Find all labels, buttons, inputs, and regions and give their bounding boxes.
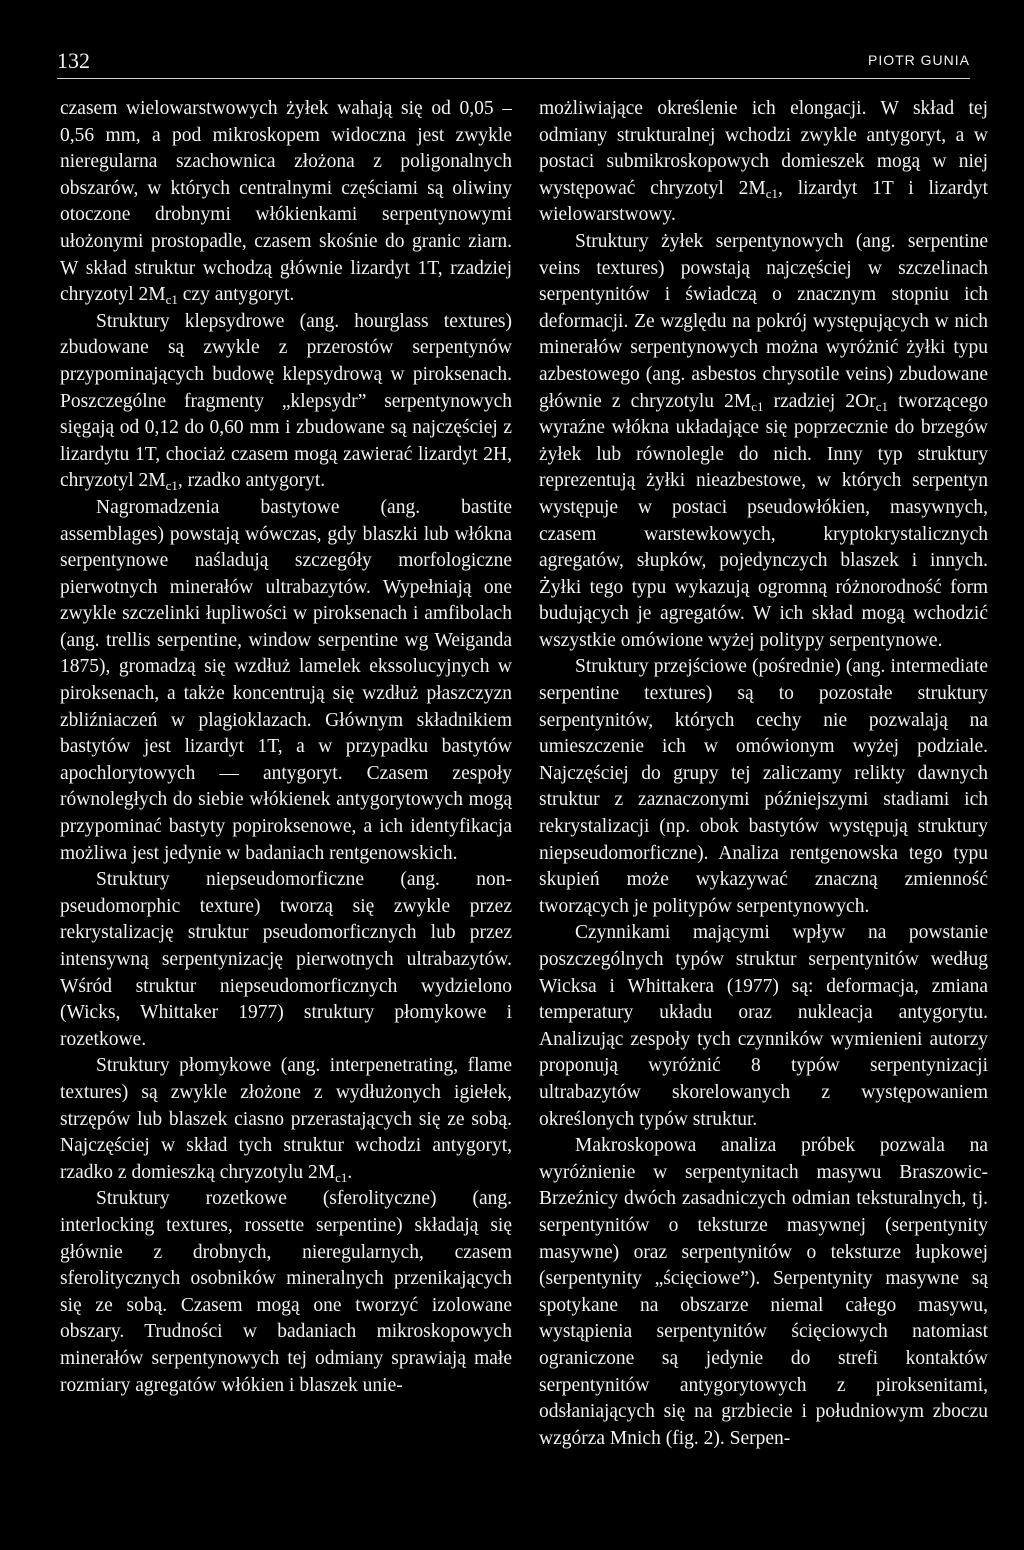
paragraph: Struktury płomykowe (ang. interpenetrating, flame textures) są zwykle złożone z wydłużonych igiełek, strzępów lub blaszek ciasno przerastających się ze sobą. Najczęściej w skład tych struktur wchodzi antygoryt, rzadko z domieszką chryzotylu $2M_{c1}$. (60, 1055, 512, 1185)
paragraph: Makroskopowa analiza próbek pozwala na wyróżnienie w serpentynitach masywu Braszowic-Brzeźnicy dwóch zasadniczych odmian teksturalnych, tj. serpentynitów o teksturze masywnej (serpentynity masywne) oraz serpentynitów o teksturze łupkowej (serpentynity „ścięciowe”). Serpentynity masywne są spotykane na obszarze niemal całego masywu, wystąpienia serpentynitów ścięciowych natomiast ograniczone są jedynie do strefi kontaktów serpentynitów antygorytowych z piroksenitami, odsłaniających się na grzbiecie i południowym zboczu wzgórza Mnich (fig. 2). Serpen- (539, 1135, 988, 1449)
paragraph: Struktury żyłek serpentynowych (ang. serpentine veins textures) powstają najczęściej w szczelinach serpentynitów i świadczą o znacznym stopniu ich deformacji. Ze względu na pokrój występujących w nich minerałów serpentynowych można wyróżnić żyłki typu azbestowego (ang. asbestos chrysotile veins) zbudowane głównie z chryzotylu $2M_{c1}$ rzadziej $2Or_{c1}$ tworzącego wyraźne włókna układające się poprzecznie do brzegów żyłek lub równolegle do nich. Inny typ struktury reprezentują żyłki nieazbestowe, w których serpentyn występuje w postaci pseudowłókien, masywnych, czasem warstewkowych, kryptokrystalicznych agregatów, słupków, pojedynczych blaszek i innych. Żyłki tego typu wykazują ogromną różnorodność form budujących je agregatów. W ich skład mogą wchodzić wszystkie omówione wyżej politypy serpentynowe. (539, 230, 988, 651)
right-column (539, 96, 988, 1452)
running-head: PIOTR GUNIA (867, 52, 970, 68)
paragraph: możliwiające określenie ich elongacji. W skład tej odmiany strukturalnej wchodzi zwykle antygoryt, a w postaci submikroskopowych domieszek mogą w niej występować chryzotyl $2M_{c1}$, lizardyt 1T i lizardyt wielowarstwowy. (539, 98, 988, 226)
paragraph: Nagromadzenia bastytowe (ang. bastite assemblages) powstają wówczas, gdy blaszki lub włókna serpentynowe naśladują szczegóły morfologiczne pierwotnych minerałów ultrabazytów. Wypełniają one zwykle szczelinki łupliwości w piroksenach i amfibolach (ang. trellis serpentine, window serpentine wg Weiganda 1875), gromadzą się wzdłuż lamelek ekssolucyjnych w piroksenach, a także koncentrują się wzdłuż płaszczyzn zbliźniaczeń w plagioklazach. Głównym składnikiem bastytów jest lizardyt 1T, a w przypadku bastytów apochlorytowych — antygoryt. Czasem zespoły równoległych do siebie włókienek antygorytowych mogą przypominać bastyty popiroksenowe, a ich identyfikacja możliwa jest jedynie w badaniach rentgenowskich. (60, 496, 512, 864)
paragraph: Struktury klepsydrowe (ang. hourglass textures) zbudowane są zwykle z przerostów serpentynów przypominających budowę klepsydrową w piroksenach. Poszczególne fragmenty „klepsydr” serpentynowych sięgają od 0,12 do 0,60 mm i zbudowane są najczęściej z lizardytu 1T, chociaż czasem mogą zawierać lizardyt 2H, chryzotyl $2M_{c1}$, rzadko antygoryt. (60, 310, 512, 494)
paragraph: czasem wielowarstwowych żyłek wahają się od 0,05 – 0,56 mm, a pod mikroskopem widoczna jest zwykle nieregularna szachownica złożona z poligonalnych obszarów, w których centralnymi częściami są oliwiny otoczone drobnymi włókienkami serpentynowymi ułożonymi prostopadle, czasem skośnie do granic ziarn. W skład struktur wchodzą głównie lizardyt 1T, rzadziej chryzotyl $2M_{c1}$ czy antygoryt. (60, 98, 512, 308)
page-number: 132 (57, 48, 90, 73)
page-header (57, 48, 970, 79)
paragraph: Struktury przejściowe (pośrednie) (ang. intermediate serpentine textures) są to pozostałe struktury serpentynitów, których cechy nie pozwalają na umieszczenie ich w omówionym wyżej podziale. Najczęściej do grupy tej zaliczamy relikty dawnych struktur z zaznaczonymi późniejszymi stadiami ich rekrystalizacji (np. obok bastytów występują struktury niepseudomorficzne). Analiza rentgenowska tego typu skupień może wykazywać znaczną zmienność tworzących je politypów serpentynowych. (539, 656, 988, 917)
paragraph: Struktury rozetkowe (sferolityczne) (ang. interlocking textures, rossette serpentine) składają się głównie z drobnych, nieregularnych, czasem sferolitycznych osobników mineralnych przenikających się ze sobą. Czasem mogą one tworzyć izolowane obszary. Trudności w badaniach mikroskopowych minerałów serpentynowych tej odmiany sprawiają małe rozmiary agregatów włókien i blaszek unie- (60, 1188, 512, 1396)
left-column (60, 96, 512, 1399)
paragraph: Czynnikami mającymi wpływ na powstanie poszczególnych typów struktur serpentynitów według Wicksa i Whittakera (1977) są: deformacja, zmiana temperatury układu oraz nukleacja antygorytu. Analizując zespoły tych czynników wymienieni autorzy proponują wyróżnić 8 typów serpentynizacji ultrabazytów skorelowanych z występowaniem określonych typów struktur. (539, 922, 988, 1130)
paragraph: Struktury niepseudomorficzne (ang. non-pseudomorphic texture) tworzą się zwykle przez rekrystalizację struktur pseudomorficznych lub przez intensywną serpentynizację pierwotnych ultrabazytów. Wśród struktur niepseudomorficznych wydzielono (Wicks, Whittaker 1977) struktury płomykowe i rozetkowe. (60, 869, 512, 1050)
